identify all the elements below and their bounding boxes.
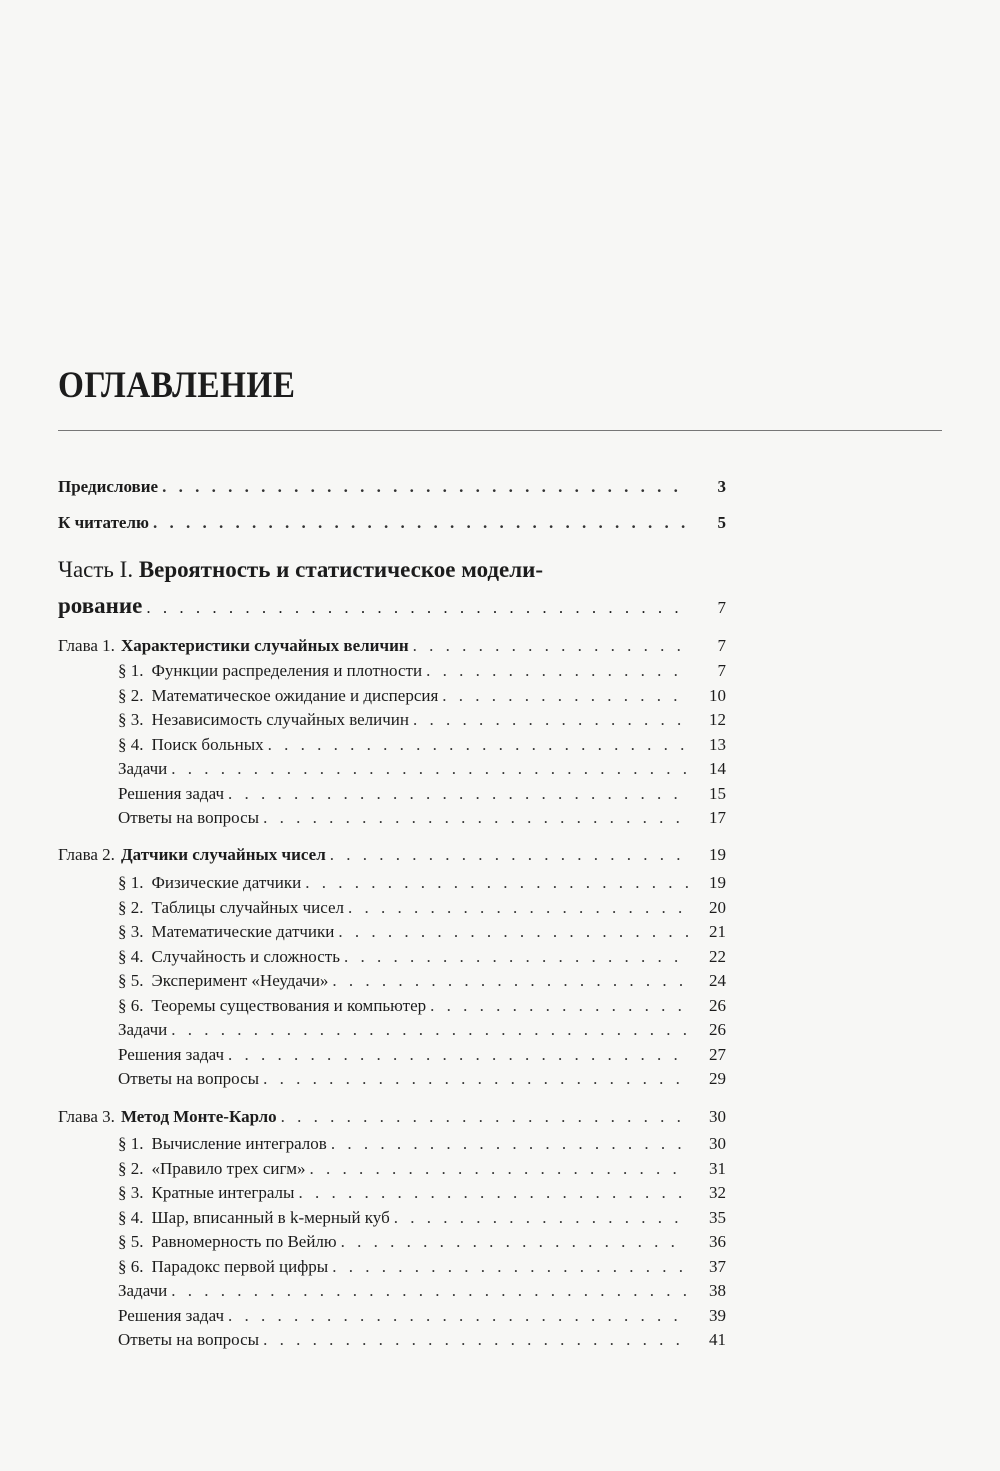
toc-entry-page: 12 [709,710,726,729]
toc-entry-page: 35 [709,1208,726,1227]
toc-part-heading[interactable] [58,557,543,583]
section-number: § 1. [118,1134,144,1153]
toc-entry-page: 20 [709,898,726,917]
toc-entry-label: К читателю [58,513,150,532]
section-number: § 6. [118,996,144,1015]
toc-section[interactable] [118,1231,726,1253]
toc-entry-page: 27 [709,1045,726,1064]
subentry-label: Решения задач [118,1306,225,1325]
toc-subentry[interactable] [118,758,726,780]
section-number: § 5. [118,1232,144,1251]
toc-section[interactable] [118,1182,726,1204]
leader-dots [305,872,688,894]
leader-dots [331,1133,688,1155]
section-number: § 3. [118,922,144,941]
subentry-label: Ответы на вопросы [118,1069,260,1088]
section-label: Случайность и сложность [151,947,340,966]
toc-entry-page: 37 [709,1257,726,1276]
leader-dots [268,734,688,756]
section-label: Математические датчики [151,922,335,941]
leader-dots [228,1305,688,1327]
chapter-name: Датчики случайных чисел [120,845,326,864]
toc-entry-page: 32 [709,1183,726,1202]
toc-section[interactable] [118,709,726,731]
toc-entry-page: 10 [709,686,726,705]
leader-dots [228,1044,688,1066]
toc-section[interactable] [118,1207,726,1229]
toc-subentry[interactable] [118,1305,726,1327]
section-number: § 5. [118,971,144,990]
part-name-line2: рование [58,593,143,618]
section-label: Шар, вписанный в k-мерный куб [151,1208,390,1227]
toc-chapter-1[interactable] [58,635,726,657]
toc-subentry[interactable] [118,807,726,829]
leader-dots [146,598,688,618]
toc-entry-page: 31 [709,1159,726,1178]
leader-dots [171,1280,688,1302]
toc-section[interactable] [118,995,726,1017]
toc-subentry[interactable] [118,1019,726,1041]
chapter-prefix: Глава 3. [58,1107,115,1126]
chapter-prefix: Глава 1. [58,636,115,655]
toc-section[interactable] [118,1256,726,1278]
leader-dots [310,1158,688,1180]
toc-entry-page: 21 [709,922,726,941]
toc-entry-page: 36 [709,1232,726,1251]
toc-part-heading-cont[interactable] [58,593,726,617]
section-number: § 2. [118,1159,144,1178]
chapter-prefix: Глава 2. [58,845,115,864]
page-title: ОГЛАВЛЕНИЕ [58,365,296,406]
toc-section[interactable] [118,970,726,992]
section-label: Равномерность по Вейлю [151,1232,337,1251]
toc-entry-page: 13 [709,735,726,754]
section-number: § 4. [118,947,144,966]
section-number: § 2. [118,686,144,705]
section-label: Теоремы существования и компьютер [151,996,427,1015]
leader-dots [153,512,688,534]
toc-subentry[interactable] [118,1044,726,1066]
leader-dots [332,970,688,992]
part-name-line1: Вероятность и статистическое модели- [138,557,544,582]
leader-dots [430,995,688,1017]
leader-dots [162,476,688,498]
section-number: § 1. [118,873,144,892]
section-label: Поиск больных [151,735,264,754]
toc-entry-page: 17 [709,808,726,827]
leader-dots [263,807,688,829]
section-label: Функции распределения и плотности [151,661,423,680]
leader-dots [263,1329,688,1351]
section-number: § 2. [118,898,144,917]
toc-entry-page: 22 [709,947,726,966]
section-label: Парадокс первой цифры [151,1257,329,1276]
toc-section[interactable] [118,872,726,894]
leader-dots [413,709,688,731]
leader-dots [228,783,688,805]
section-number: § 4. [118,735,144,754]
toc-entry-page: 7 [717,661,726,680]
leader-dots [330,844,688,866]
toc-entry-page: 19 [709,873,726,892]
toc-subentry[interactable] [118,1280,726,1302]
leader-dots [413,635,688,657]
toc-entry-label: Предисловие [58,477,159,496]
part-prefix: Часть I. [58,557,134,582]
leader-dots [442,685,688,707]
toc-chapter-3[interactable] [58,1106,726,1128]
section-label: Таблицы случайных чисел [151,898,345,917]
toc-entry-page: 3 [717,477,726,496]
leader-dots [298,1182,688,1204]
toc-entry-page: 30 [709,1134,726,1153]
subentry-label: Задачи [118,1281,168,1300]
section-number: § 3. [118,1183,144,1202]
toc-section[interactable] [118,1133,726,1155]
toc-entry-page: 26 [709,1020,726,1039]
toc-entry-page: 7 [717,636,726,655]
section-label: Эксперимент «Неудачи» [151,971,329,990]
toc-entry-preface[interactable] [58,476,726,498]
leader-dots [426,660,688,682]
section-label: Физические датчики [151,873,302,892]
subentry-label: Задачи [118,1020,168,1039]
leader-dots [171,758,688,780]
leader-dots [171,1019,688,1041]
subentry-label: Задачи [118,759,168,778]
leader-dots [281,1106,688,1128]
toc-entry-page: 38 [709,1281,726,1300]
toc-section[interactable] [118,685,726,707]
leader-dots [348,897,688,919]
subentry-label: Ответы на вопросы [118,1330,260,1349]
toc-entry-page: 7 [717,598,726,617]
leader-dots [344,946,688,968]
toc-entry-page: 19 [709,845,726,864]
section-number: § 1. [118,661,144,680]
toc-entry-page: 29 [709,1069,726,1088]
chapter-name: Метод Монте-Карло [120,1107,277,1126]
section-label: Вычисление интегралов [151,1134,327,1153]
toc-entry-page: 14 [709,759,726,778]
toc-section[interactable] [118,921,726,943]
toc-subentry[interactable] [118,783,726,805]
leader-dots [338,921,688,943]
toc-entry-page: 5 [717,513,726,532]
leader-dots [332,1256,688,1278]
leader-dots [341,1231,688,1253]
section-label: Кратные интегралы [151,1183,295,1202]
leader-dots [394,1207,688,1229]
toc-section[interactable] [118,946,726,968]
section-number: § 6. [118,1257,144,1276]
toc-section[interactable] [118,734,726,756]
toc-entry-page: 24 [709,971,726,990]
toc-entry-page: 39 [709,1306,726,1325]
subentry-label: Решения задач [118,784,225,803]
section-number: § 3. [118,710,144,729]
toc-subentry[interactable] [118,1068,726,1090]
toc-subentry[interactable] [118,1329,726,1351]
toc-chapter-2[interactable] [58,844,726,866]
section-label: Математическое ожидание и дисперсия [151,686,439,705]
toc-section[interactable] [118,897,726,919]
toc-section[interactable] [118,1158,726,1180]
toc-entry-page: 41 [709,1330,726,1349]
section-label: Независимость случайных величин [151,710,410,729]
section-number: § 4. [118,1208,144,1227]
section-label: «Правило трех сигм» [151,1159,306,1178]
chapter-name: Характеристики случайных величин [120,636,409,655]
subentry-label: Ответы на вопросы [118,808,260,827]
leader-dots [263,1068,688,1090]
toc-entry-page: 15 [709,784,726,803]
toc-section[interactable] [118,660,726,682]
toc-entry-page: 26 [709,996,726,1015]
toc-entry-page: 30 [709,1107,726,1126]
subentry-label: Решения задач [118,1045,225,1064]
toc-entry-to-reader[interactable] [58,512,726,534]
